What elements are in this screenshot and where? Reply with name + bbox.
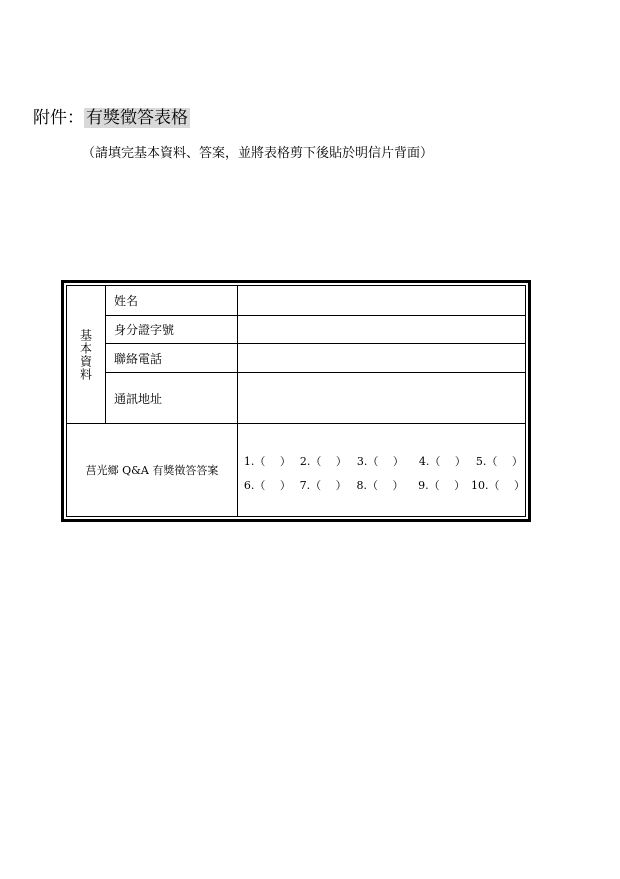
answer-label: 莒光鄉 Q&A 有獎徵答答案 (67, 424, 238, 516)
form-table (66, 285, 526, 517)
answer-9-field[interactable]: 9.（ ） (418, 479, 466, 492)
answer-8-field[interactable]: 8.（ ） (356, 479, 404, 492)
answer-2-field[interactable]: 2.（ ） (299, 455, 347, 468)
answer-line-1 (238, 449, 525, 473)
prize-quiz-form (61, 280, 531, 522)
page-title: 有獎徵答表格 (86, 108, 188, 128)
answer-10-field[interactable]: 10.（ ） (470, 479, 525, 492)
name-label: 姓名 (106, 286, 238, 316)
answer-6-field[interactable]: 6.（ ） (243, 479, 291, 492)
basic-info-group-label: 基本資料 (67, 286, 106, 424)
name-field[interactable] (238, 286, 525, 316)
answer-line-2 (238, 473, 525, 497)
answer-5-field[interactable]: 5.（ ） (475, 455, 523, 468)
id-number-label: 身分證字號 (106, 316, 238, 344)
answer-7-field[interactable]: 7.（ ） (299, 479, 347, 492)
answer-3-field[interactable]: 3.（ ） (356, 455, 404, 468)
page-instruction: （請填完基本資料、答案，並將表格剪下後貼於明信片背面） (82, 146, 434, 161)
phone-field[interactable] (238, 344, 525, 373)
page-heading (33, 106, 190, 130)
heading-prefix: 附件： (33, 108, 84, 128)
id-number-field[interactable] (238, 316, 525, 344)
answer-4-field[interactable]: 4.（ ） (418, 455, 466, 468)
answer-area (238, 424, 525, 516)
phone-label: 聯絡電話 (106, 344, 238, 373)
address-label: 通訊地址 (106, 373, 238, 424)
address-field[interactable] (238, 373, 525, 424)
answer-1-field[interactable]: 1.（ ） (243, 455, 291, 468)
